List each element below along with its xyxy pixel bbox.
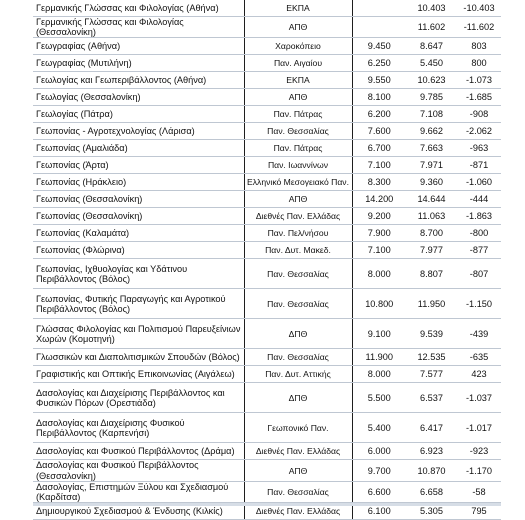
base-score-cell: 11.950 xyxy=(406,289,457,319)
program-cell: Γεωπονίας (Φλώρινα) xyxy=(33,242,244,259)
table-row xyxy=(33,55,501,72)
base-score-cell: 7.900 xyxy=(352,225,406,242)
university-cell: Παν. Πάτρας xyxy=(244,106,352,123)
program-cell: Γεωπονίας (Καλαμάτα) xyxy=(33,225,244,242)
base-score-cell: 8.000 xyxy=(352,366,406,383)
table-body xyxy=(33,0,501,520)
difference-cell: -1.150 xyxy=(457,289,501,319)
difference-cell: 803 xyxy=(457,38,501,55)
difference-cell: 423 xyxy=(457,366,501,383)
program-cell: Γεωπονίας - Αγροτεχνολογίας (Λάρισα) xyxy=(33,123,244,140)
program-cell: Δασολογίας και Διαχείρισης Φυσικού Περιβάλλοντος (Καρπενήσι) xyxy=(33,413,244,443)
base-score-cell: 8.807 xyxy=(406,259,457,289)
difference-cell: -908 xyxy=(457,106,501,123)
difference-cell: -439 xyxy=(457,319,501,349)
base-score-cell: 6.100 xyxy=(352,503,406,520)
base-score-cell: 9.550 xyxy=(352,72,406,89)
university-cell: Ελληνικό Μεσογειακό Παν. xyxy=(244,174,352,191)
base-score-cell: 10.800 xyxy=(352,289,406,319)
university-cell: Γεωπονικό Παν. xyxy=(244,413,352,443)
base-score-cell: 7.108 xyxy=(406,106,457,123)
base-score-cell: 6.000 xyxy=(352,443,406,460)
base-score-cell: 9.662 xyxy=(406,123,457,140)
base-score-cell: 10.623 xyxy=(406,72,457,89)
base-score-cell: 6.700 xyxy=(352,140,406,157)
base-score-cell: 8.000 xyxy=(352,259,406,289)
table-row xyxy=(33,349,501,366)
table-row xyxy=(33,289,501,319)
university-cell: Παν. Πάτρας xyxy=(244,140,352,157)
university-cell: Χαροκόπειο xyxy=(244,38,352,55)
table-row xyxy=(33,0,501,17)
table-row xyxy=(33,443,501,460)
university-cell: ΑΠΘ xyxy=(244,89,352,106)
university-cell: Διεθνές Παν. Ελλάδας xyxy=(244,443,352,460)
table-row xyxy=(33,106,501,123)
difference-cell: -11.602 xyxy=(457,17,501,38)
difference-cell: 800 xyxy=(457,55,501,72)
base-score-cell: 5.450 xyxy=(406,55,457,72)
difference-cell: -877 xyxy=(457,242,501,259)
base-score-cell: 6.537 xyxy=(406,383,457,413)
university-cell: Παν. Θεσσαλίας xyxy=(244,123,352,140)
base-score-cell: 8.647 xyxy=(406,38,457,55)
base-score-cell: 6.200 xyxy=(352,106,406,123)
program-cell: Γεωλογίας (Πάτρα) xyxy=(33,106,244,123)
table-row xyxy=(33,17,501,38)
program-cell: Δασολογίας, Επιστημών Ξύλου και Σχεδιασμού (Καρδίτσα) xyxy=(33,481,244,502)
table-row xyxy=(33,225,501,242)
table-row xyxy=(33,319,501,349)
base-score-cell: 8.100 xyxy=(352,89,406,106)
university-cell: ΕΚΠΑ xyxy=(244,72,352,89)
program-cell: Δασολογίας και Φυσικού Περιβάλλοντος (Δράμα) xyxy=(33,443,244,460)
university-cell: ΑΠΘ xyxy=(244,460,352,481)
program-cell: Γεωπονίας (Θεσσαλονίκη) xyxy=(33,208,244,225)
base-score-cell: 6.658 xyxy=(406,481,457,502)
base-score-cell: 7.977 xyxy=(406,242,457,259)
base-score-cell: 14.200 xyxy=(352,191,406,208)
base-score-cell: 7.100 xyxy=(352,242,406,259)
base-score-cell: 10.870 xyxy=(406,460,457,481)
university-cell: ΕΚΠΑ xyxy=(244,0,352,17)
table-row xyxy=(33,413,501,443)
table-row xyxy=(33,208,501,225)
base-score-cell: 9.785 xyxy=(406,89,457,106)
university-cell: Παν. Θεσσαλίας xyxy=(244,259,352,289)
university-cell: Παν. Θεσσαλίας xyxy=(244,481,352,502)
difference-cell: -10.403 xyxy=(457,0,501,17)
program-cell: Γεωπονίας (Ηράκλειο) xyxy=(33,174,244,191)
base-score-cell: 6.600 xyxy=(352,481,406,502)
university-cell: Παν. Δυτ. Αττικής xyxy=(244,366,352,383)
university-cell: Παν. Θεσσαλίας xyxy=(244,289,352,319)
program-cell: Δασολογίας και Φυσικού Περιβάλλοντος (Θεσσαλονίκη) xyxy=(33,460,244,481)
base-score-cell: 5.305 xyxy=(406,503,457,520)
base-score-cell: 7.663 xyxy=(406,140,457,157)
difference-cell: -1.073 xyxy=(457,72,501,89)
program-cell: Γεωπονίας (Θεσσαλονίκη) xyxy=(33,191,244,208)
base-score-cell: 9.200 xyxy=(352,208,406,225)
base-score-cell: 6.417 xyxy=(406,413,457,443)
difference-cell: -1.017 xyxy=(457,413,501,443)
university-cell: ΑΠΘ xyxy=(244,17,352,38)
difference-cell: -963 xyxy=(457,140,501,157)
base-score-cell: 11.602 xyxy=(406,17,457,38)
base-scores-table xyxy=(33,0,501,520)
difference-cell: -923 xyxy=(457,443,501,460)
university-cell: Διεθνές Παν. Ελλάδας xyxy=(244,208,352,225)
base-score-cell: 10.403 xyxy=(406,0,457,17)
base-score-cell: 5.400 xyxy=(352,413,406,443)
base-score-cell: 7.100 xyxy=(352,157,406,174)
base-score-cell: 14.644 xyxy=(406,191,457,208)
university-cell: Παν. Αιγαίου xyxy=(244,55,352,72)
base-score-cell: 6.250 xyxy=(352,55,406,72)
base-score-cell: 12.535 xyxy=(406,349,457,366)
difference-cell: -1.060 xyxy=(457,174,501,191)
university-cell: ΔΠΘ xyxy=(244,319,352,349)
difference-cell: -635 xyxy=(457,349,501,366)
table-row xyxy=(33,259,501,289)
program-cell: Δασολογίας και Διαχείρισης Περιβάλλοντος και Φυσικών Πόρων (Ορεστιάδα) xyxy=(33,383,244,413)
base-score-cell: 11.900 xyxy=(352,349,406,366)
table-row xyxy=(33,383,501,413)
program-cell: Γερμανικής Γλώσσας και Φιλολογίας (Θεσσαλονίκη) xyxy=(33,17,244,38)
base-score-cell: 8.300 xyxy=(352,174,406,191)
difference-cell: -800 xyxy=(457,225,501,242)
difference-cell: -1.863 xyxy=(457,208,501,225)
program-cell: Γεωπονίας (Αμαλιάδα) xyxy=(33,140,244,157)
table-row xyxy=(33,72,501,89)
difference-cell: -1.685 xyxy=(457,89,501,106)
university-cell: ΑΠΘ xyxy=(244,191,352,208)
base-score-cell: 7.971 xyxy=(406,157,457,174)
program-cell: Γερμανικής Γλώσσας και Φιλολογίας (Αθήνα) xyxy=(33,0,244,17)
base-scores-table-container xyxy=(33,0,501,520)
base-score-cell: 9.700 xyxy=(352,460,406,481)
base-score-cell: 6.923 xyxy=(406,443,457,460)
base-score-cell: 9.360 xyxy=(406,174,457,191)
program-cell: Γεωγραφίας (Αθήνα) xyxy=(33,38,244,55)
base-score-cell: 9.100 xyxy=(352,319,406,349)
base-score-cell: 7.600 xyxy=(352,123,406,140)
program-cell: Γραφιστικής και Οπτικής Επικοινωνίας (Αιγάλεω) xyxy=(33,366,244,383)
program-cell: Γεωλογίας (Θεσσαλονίκη) xyxy=(33,89,244,106)
university-cell: Παν. Δυτ. Μακεδ. xyxy=(244,242,352,259)
table-row xyxy=(33,242,501,259)
difference-cell: 795 xyxy=(457,503,501,520)
difference-cell: -2.062 xyxy=(457,123,501,140)
base-score-cell: 9.450 xyxy=(352,38,406,55)
base-score-cell: 11.063 xyxy=(406,208,457,225)
difference-cell: -871 xyxy=(457,157,501,174)
university-cell: Διεθνές Παν. Ελλάδας xyxy=(244,503,352,520)
difference-cell: -1.170 xyxy=(457,460,501,481)
table-row xyxy=(33,174,501,191)
program-cell: Γεωπονίας, Ιχθυολογίας και Υδάτινου Περιβάλλοντος (Βόλος) xyxy=(33,259,244,289)
program-cell: Γλωσσικών και Διαπολιτισμικών Σπουδών (Βόλος) xyxy=(33,349,244,366)
university-cell: Παν. Πελ/νήσου xyxy=(244,225,352,242)
table-row xyxy=(33,366,501,383)
base-score-cell: 8.700 xyxy=(406,225,457,242)
base-score-cell: 9.539 xyxy=(406,319,457,349)
difference-cell: -444 xyxy=(457,191,501,208)
base-score-cell xyxy=(352,0,406,17)
program-cell: Γλώσσας Φιλολογίας και Πολιτισμού Παρευξείνιων Χωρών (Κομοτηνή) xyxy=(33,319,244,349)
table-row xyxy=(33,157,501,174)
program-cell: Γεωπονίας, Φυτικής Παραγωγής και Αγροτικού Περιβάλλοντος (Βόλος) xyxy=(33,289,244,319)
table-row xyxy=(33,123,501,140)
program-cell: Γεωγραφίας (Μυτιλήνη) xyxy=(33,55,244,72)
table-row xyxy=(33,89,501,106)
base-score-cell: 7.577 xyxy=(406,366,457,383)
table-row xyxy=(33,460,501,481)
program-cell: Δημιουργικού Σχεδιασμού & Ένδυσης (Κιλκίς) xyxy=(33,503,244,520)
university-cell: Παν. Ιωαννίνων xyxy=(244,157,352,174)
table-row xyxy=(33,38,501,55)
table-row xyxy=(33,191,501,208)
base-score-cell: 5.500 xyxy=(352,383,406,413)
difference-cell: -807 xyxy=(457,259,501,289)
table-row xyxy=(33,140,501,157)
difference-cell: -58 xyxy=(457,481,501,502)
table-row xyxy=(33,481,501,502)
program-cell: Γεωλογίας και Γεωπεριβάλλοντος (Αθήνα) xyxy=(33,72,244,89)
base-score-cell xyxy=(352,17,406,38)
university-cell: ΔΠΘ xyxy=(244,383,352,413)
bottom-rule xyxy=(33,503,501,506)
program-cell: Γεωπονίας (Άρτα) xyxy=(33,157,244,174)
difference-cell: -1.037 xyxy=(457,383,501,413)
university-cell: Παν. Θεσσαλίας xyxy=(244,349,352,366)
